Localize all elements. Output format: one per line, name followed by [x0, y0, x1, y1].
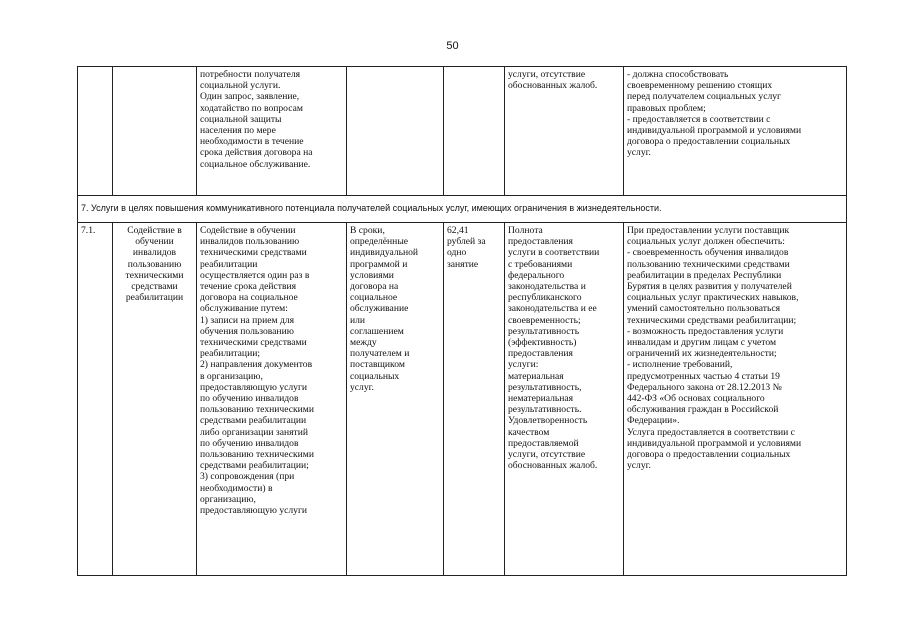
- cell-service-name: [113, 67, 197, 196]
- cell-service-name: Содействие в обучении инвалидов пользованию техническими средствами реабилитации: [113, 223, 197, 576]
- cell-terms: В сроки, определённые индивидуальной программой и условиями договора на социальное обслуживание или соглашением между получателем и поставщиком социальных услуг.: [347, 223, 444, 576]
- table-row-continued: [78, 67, 847, 196]
- services-table: [77, 66, 847, 576]
- cell-conditions: - должна способствовать своевременному решению стоящих перед получателем социальных услуг правовых проблем; - предоставляется в соответствии с индивидуальной программой и условиями договора о предоставлении социальных услуг.: [624, 67, 847, 196]
- cell-quality: услуги, отсутствие обоснованных жалоб.: [505, 67, 624, 196]
- section-header-row: [78, 196, 847, 223]
- cell-price: [444, 67, 505, 196]
- page-number: 50: [446, 40, 459, 52]
- cell-description: Содействие в обучении инвалидов пользованию техническими средствами реабилитации осуществляется один раз в течение срока действия договора на социальное обслуживание путем: 1) записи на прием для обучения пользованию техническими средствами реабилитации; 2) направления документов в организацию, предоставляющую услуги по обучению инвалидов пользованию техническими средствами реабилитации либо организации занятий по обучению инвалидов пользованию техническими средствами реабилитации; 3) сопровождения (при необходимости) в организацию, предоставляющую услуги: [197, 223, 347, 576]
- cell-conditions: При предоставлении услуги поставщик социальных услуг должен обеспечить: - своевременность обучения инвалидов пользованию техническими средствами реабилитации в пределах Республики Бурятия в целях развития у получателей социальных услуг практических навыков, умений самостоятельно пользоваться техническими средствами реабилитации; - возможность предоставления услуги инвалидам и другим лицам с учетом ограничений их жизнедеятельности; - исполнение требований, предусмотренных частью 4 статьи 19 Федерального закона от 28.12.2013 № 442-ФЗ «Об основах социального обслуживания граждан в Российской Федерации». Услуга предоставляется в соответствии с индивидуальной программой и условиями договора о предоставлении социальных услуг.: [624, 223, 847, 576]
- cell-number: [78, 67, 113, 196]
- cell-terms: [347, 67, 444, 196]
- cell-description: потребности получателя социальной услуги. Один запрос, заявление, ходатайство по вопросам социальной защиты населения по мере необходимости в течение срока действия договора на социальное обслуживание.: [197, 67, 347, 196]
- cell-number: 7.1.: [78, 223, 113, 576]
- section-title: 7. Услуги в целях повышения коммуникативного потенциала получателей социальных услуг, имеющих ограничения в жизнедеятельности.: [78, 196, 847, 223]
- cell-quality: Полнота предоставления услуги в соответствии с требованиями федерального законодательства и республиканского законодательства и ее своевременность; результативность (эффективность) предоставления услуги: материальная результативность, нематериальная результативность. Удовлетворенность качеством предоставляемой услуги, отсутствие обоснованных жалоб.: [505, 223, 624, 576]
- cell-price: 62,41 рублей за одно занятие: [444, 223, 505, 576]
- table-row: [78, 223, 847, 576]
